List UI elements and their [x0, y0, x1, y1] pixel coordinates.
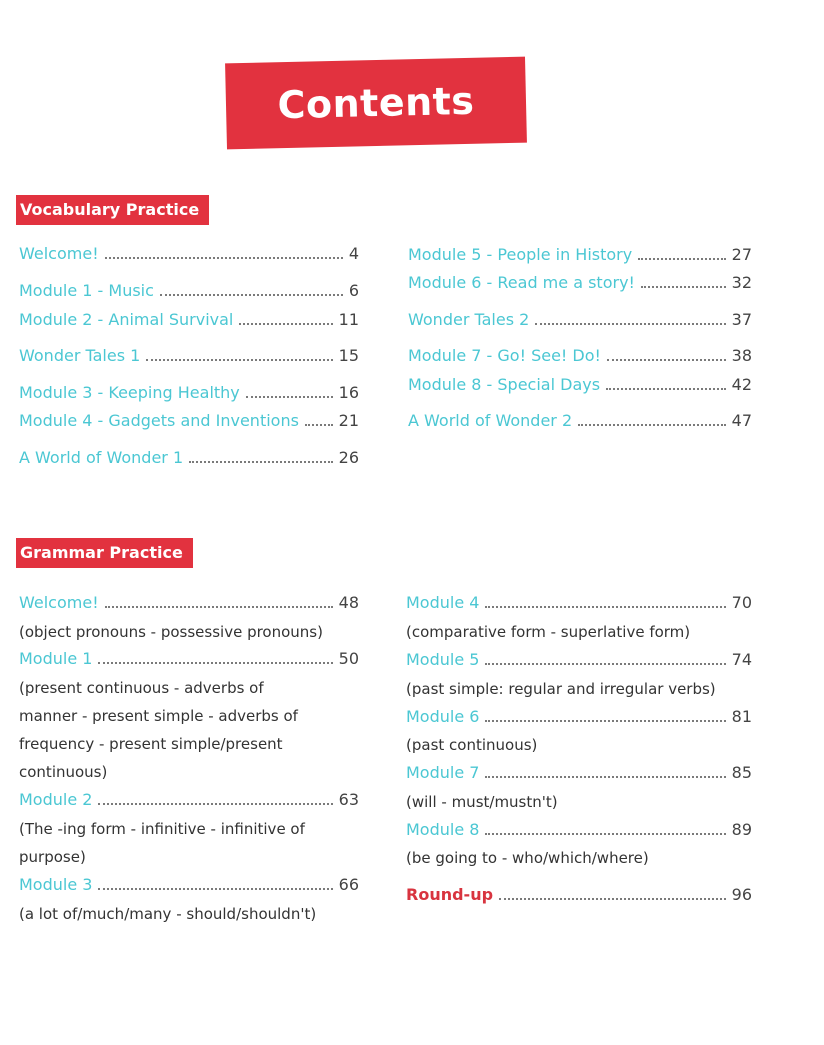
dot-leader: [305, 424, 333, 426]
toc-entry-page: 21: [338, 411, 359, 430]
toc-entry[interactable]: [19, 382, 359, 404]
toc-entry-label: Module 4: [406, 593, 480, 612]
toc-entry-label: Module 3 - Keeping Healthy: [19, 383, 240, 402]
toc-entry-page: 48: [338, 593, 359, 612]
dot-leader: [485, 720, 725, 722]
toc-entry-page: 26: [338, 448, 359, 467]
toc-entry[interactable]: [19, 789, 359, 811]
dot-leader: [641, 286, 726, 288]
toc-entry-page: 38: [731, 346, 752, 365]
toc-entry[interactable]: [406, 706, 752, 728]
grammar-topics: (past simple: regular and irregular verbs): [406, 680, 716, 698]
toc-entry-label: Module 4 - Gadgets and Inventions: [19, 411, 299, 430]
toc-entry-label: Wonder Tales 2: [408, 310, 530, 329]
toc-entry-label: Module 1 - Music: [19, 281, 154, 300]
dot-leader: [638, 258, 725, 260]
toc-entry[interactable]: [406, 649, 752, 671]
dot-leader: [98, 803, 332, 805]
dot-leader: [105, 257, 343, 259]
toc-entry-page: 63: [338, 790, 359, 809]
toc-entry-page: 42: [731, 375, 752, 394]
toc-entry-page: 37: [731, 310, 752, 329]
toc-entry-page: 11: [338, 310, 359, 329]
dot-leader: [578, 424, 726, 426]
grammar-topics: (be going to - who/which/where): [406, 849, 649, 867]
toc-entry[interactable]: [406, 592, 752, 614]
toc-entry-page: 15: [338, 346, 359, 365]
toc-entry-label: Module 8: [406, 820, 480, 839]
toc-entry[interactable]: [19, 648, 359, 670]
toc-entry-page: 85: [731, 763, 752, 782]
toc-entry[interactable]: [408, 272, 752, 294]
grammar-topics: (a lot of/much/many - should/shouldn't): [19, 905, 317, 923]
toc-entry-label: Module 7: [406, 763, 480, 782]
grammar-topics: continuous): [19, 763, 108, 781]
grammar-topics: manner - present simple - adverbs of: [19, 707, 298, 725]
dot-leader: [485, 776, 725, 778]
toc-entry-page: 70: [731, 593, 752, 612]
grammar-topics: frequency - present simple/present: [19, 735, 283, 753]
dot-leader: [189, 461, 333, 463]
toc-entry-page: 32: [731, 273, 752, 292]
toc-entry[interactable]: [406, 819, 752, 841]
dot-leader: [499, 898, 726, 900]
toc-entry-label: Module 3: [19, 875, 93, 894]
toc-entry-page: 47: [731, 411, 752, 430]
grammar-topics: (present continuous - adverbs of: [19, 679, 264, 697]
toc-entry-label: Welcome!: [19, 244, 99, 263]
grammar-topics: purpose): [19, 848, 86, 866]
toc-entry[interactable]: [408, 374, 752, 396]
toc-entry-label: Module 8 - Special Days: [408, 375, 601, 394]
vocabulary-section-heading: Vocabulary Practice: [16, 195, 209, 225]
toc-entry-label: Module 2 - Animal Survival: [19, 310, 234, 329]
toc-entry[interactable]: [19, 345, 359, 367]
toc-entry-page: 16: [338, 383, 359, 402]
toc-entry-round-up[interactable]: [406, 884, 752, 906]
toc-entry-page: 27: [731, 245, 752, 264]
grammar-topics: (object pronouns - possessive pronouns): [19, 623, 323, 641]
toc-entry-label: Module 5 - People in History: [408, 245, 633, 264]
toc-entry[interactable]: [19, 592, 359, 614]
grammar-topics: (comparative form - superlative form): [406, 623, 691, 641]
toc-entry-page: 81: [731, 707, 752, 726]
toc-entry[interactable]: [408, 410, 752, 432]
toc-entry-label: Module 1: [19, 649, 93, 668]
contents-title-banner: [225, 57, 527, 150]
dot-leader: [239, 323, 332, 325]
grammar-topics: (The -ing form - infinitive - infinitive of: [19, 820, 305, 838]
dot-leader: [606, 388, 726, 390]
page-title: Contents: [277, 78, 475, 128]
toc-entry[interactable]: [19, 447, 359, 469]
dot-leader: [98, 888, 332, 890]
toc-entry-label: Round-up: [406, 885, 494, 904]
toc-entry-label: A World of Wonder 2: [408, 411, 573, 430]
toc-entry-label: A World of Wonder 1: [19, 448, 184, 467]
toc-entry-label: Module 2: [19, 790, 93, 809]
toc-entry-label: Module 5: [406, 650, 480, 669]
dot-leader: [160, 294, 343, 296]
toc-entry-page: 4: [348, 244, 359, 263]
toc-entry-label: Wonder Tales 1: [19, 346, 141, 365]
dot-leader: [105, 606, 333, 608]
toc-entry[interactable]: [19, 874, 359, 896]
dot-leader: [535, 323, 725, 325]
toc-entry[interactable]: [408, 244, 752, 266]
toc-entry[interactable]: [406, 762, 752, 784]
toc-entry[interactable]: [408, 309, 752, 331]
toc-entry[interactable]: [408, 345, 752, 367]
toc-entry-page: 66: [338, 875, 359, 894]
dot-leader: [607, 359, 726, 361]
toc-entry-page: 50: [338, 649, 359, 668]
grammar-section-heading: Grammar Practice: [16, 538, 193, 568]
toc-entry-label: Module 6 - Read me a story!: [408, 273, 635, 292]
toc-entry-page: 89: [731, 820, 752, 839]
dot-leader: [246, 396, 333, 398]
dot-leader: [98, 662, 332, 664]
toc-entry-page: 96: [731, 885, 752, 904]
toc-entry[interactable]: [19, 410, 359, 432]
grammar-topics: (past continuous): [406, 736, 538, 754]
dot-leader: [485, 833, 725, 835]
toc-entry[interactable]: [19, 309, 359, 331]
toc-entry-label: Welcome!: [19, 593, 99, 612]
dot-leader: [485, 663, 725, 665]
toc-entry-label: Module 7 - Go! See! Do!: [408, 346, 601, 365]
grammar-topics: (will - must/mustn't): [406, 793, 558, 811]
dot-leader: [485, 606, 725, 608]
toc-entry-page: 74: [731, 650, 752, 669]
dot-leader: [146, 359, 332, 361]
toc-entry[interactable]: [19, 280, 359, 302]
toc-entry[interactable]: [19, 243, 359, 265]
toc-entry-page: 6: [348, 281, 359, 300]
toc-entry-label: Module 6: [406, 707, 480, 726]
